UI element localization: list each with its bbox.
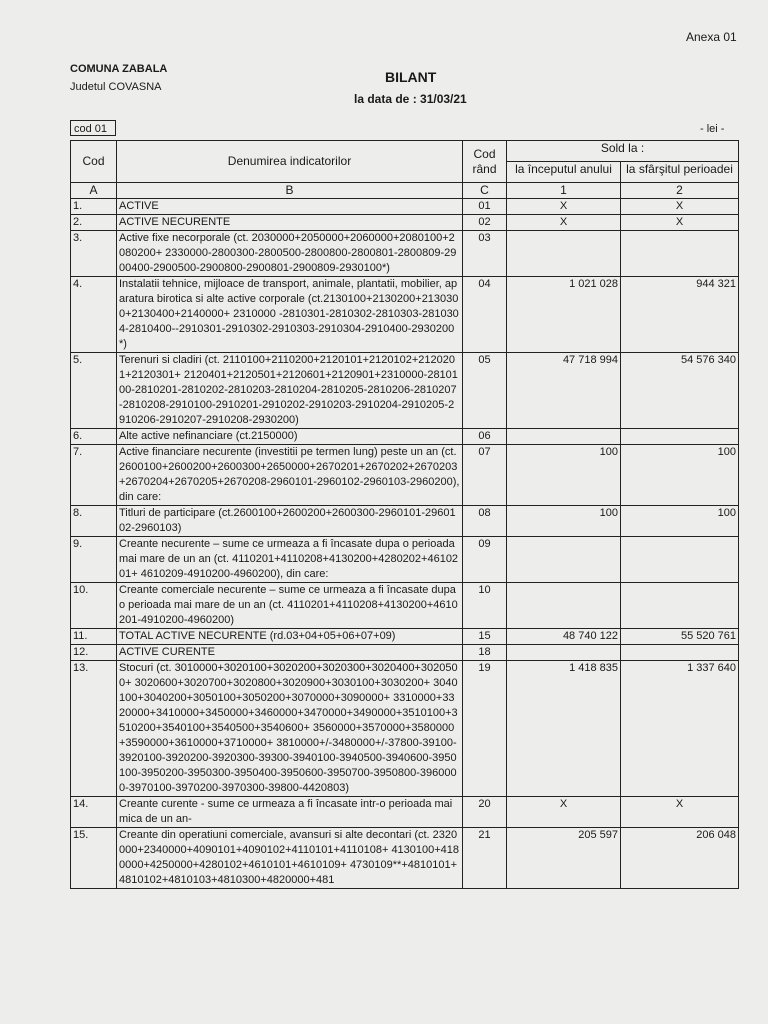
value-start-of-year: 100 <box>507 506 621 537</box>
row-code: 04 <box>463 277 507 353</box>
table-row <box>71 445 739 506</box>
indicator-name: Creante comerciale necurente – sume ce urmeaza a fi încasate dupa o perioada mai mare de un an (ct. 4110201+4110208+4130200+4610201-4910200-4960200) <box>117 583 463 629</box>
value-start-of-year: 100 <box>507 445 621 506</box>
value-start-of-year <box>507 583 621 629</box>
row-number: 9. <box>71 537 117 583</box>
row-code: 09 <box>463 537 507 583</box>
annex-label: Anexa 01 <box>686 30 737 44</box>
indicator-name: Instalatii tehnice, mijloace de transport, animale, plantatii, mobilier, aparatura birotica si alte active corporale (ct.2130100+2130200+2130300+2130400+2140000+ 2310000 -2810301-2810302-2810303-2810304-2810400--2910301-2910302-2910303-2910304-2910400-2930200*) <box>117 277 463 353</box>
value-end-of-period: 100 <box>621 506 739 537</box>
row-code: 19 <box>463 661 507 797</box>
table-row <box>71 828 739 889</box>
header-sold: Sold la : <box>507 141 739 162</box>
row-code: 10 <box>463 583 507 629</box>
row-number: 1. <box>71 199 117 215</box>
value-start-of-year <box>507 429 621 445</box>
row-number: 3. <box>71 231 117 277</box>
indicator-name: ACTIVE NECURENTE <box>117 215 463 231</box>
indicator-name: Creante necurente – sume ce urmeaza a fi încasate dupa o perioada mai mare de un an (ct. 4110201+4110208+4130200+4280202+4610201+ 4610209-4910200-4960200), din care: <box>117 537 463 583</box>
value-end-of-period: 55 520 761 <box>621 629 739 645</box>
indicator-name: Creante curente - sume ce urmeaza a fi încasate intr-o perioada mai mica de un an- <box>117 797 463 828</box>
table-row <box>71 277 739 353</box>
table-row <box>71 583 739 629</box>
row-code: 02 <box>463 215 507 231</box>
table-row <box>71 629 739 645</box>
table-row <box>71 429 739 445</box>
value-start-of-year <box>507 537 621 583</box>
table-row <box>71 506 739 537</box>
row-number: 4. <box>71 277 117 353</box>
value-end-of-period: 944 321 <box>621 277 739 353</box>
value-end-of-period: 206 048 <box>621 828 739 889</box>
header-cod: Cod <box>71 141 117 183</box>
indicator-name: Stocuri (ct. 3010000+3020100+3020200+3020300+3020400+3020500+ 3020600+3020700+3020800+3020900+3030100+3030200+ 3040100+3040200+3050100+3050200+3070000+3090000+ 3310000+3320000+3410000+3450000+3460000+3470000+3490000+3510100+3510200+3540100+3540500+3540600+ 3560000+3570000+3580000+3590000+3610000+3710000+ 3810000+/-3480000+/-37800-39100-3920100-3920200-3920300-39300-3940100-3940500-3940600-3950100-3950200-3950300-3950400-3950600-3950700-3950800-3960000-3970100-3970200-3970300-39800-4420803) <box>117 661 463 797</box>
row-number: 10. <box>71 583 117 629</box>
value-start-of-year: 1 021 028 <box>507 277 621 353</box>
value-end-of-period <box>621 537 739 583</box>
commune-name: COMUNA ZABALA <box>70 63 168 75</box>
value-start-of-year <box>507 645 621 661</box>
value-start-of-year: X <box>507 199 621 215</box>
balance-table <box>70 140 739 889</box>
currency-units: - lei - <box>700 123 725 135</box>
header-denumire: Denumirea indicatorilor <box>117 141 463 183</box>
row-code: 15 <box>463 629 507 645</box>
table-row <box>71 215 739 231</box>
indicator-name: Active financiare necurente (investitii pe termen lung) peste un an (ct.2600100+2600200+2600300+2650000+2670201+2670202+2670203+2670204+2670205+2670208-2960101-2960102-2960103-2960200), din care: <box>117 445 463 506</box>
value-end-of-period <box>621 583 739 629</box>
document-title: BILANT <box>385 69 437 85</box>
row-code: 18 <box>463 645 507 661</box>
letter-c: C <box>463 183 507 199</box>
row-number: 13. <box>71 661 117 797</box>
row-number: 5. <box>71 353 117 429</box>
value-end-of-period: X <box>621 797 739 828</box>
indicator-name: Titluri de participare (ct.2600100+2600200+2600300-2960101-2960102-2960103) <box>117 506 463 537</box>
row-number: 8. <box>71 506 117 537</box>
letter-2: 2 <box>621 183 739 199</box>
value-end-of-period: 100 <box>621 445 739 506</box>
value-start-of-year: 47 718 994 <box>507 353 621 429</box>
header-sfarsit: la sfârşitul perioadei <box>621 162 739 183</box>
value-start-of-year: X <box>507 215 621 231</box>
row-number: 14. <box>71 797 117 828</box>
value-start-of-year: 1 418 835 <box>507 661 621 797</box>
table-row <box>71 231 739 277</box>
letter-a: A <box>71 183 117 199</box>
indicator-name: Creante din operatiuni comerciale, avansuri si alte decontari (ct. 2320000+2340000+4090101+4090102+4110101+4110108+ 4130100+4180000+4250000+4280102+4610101+4610109+ 4730109**+4810101+4810102+4810103+4810300+4820000+481 <box>117 828 463 889</box>
indicator-name: Active fixe necorporale (ct. 2030000+2050000+2060000+2080100+2080200+ 2330000-2800300-2800500-2800800-2800801-2800809-2900400-2900500-2900800-2900801-2900809-2930100*) <box>117 231 463 277</box>
code-box: cod 01 <box>70 120 116 136</box>
row-number: 7. <box>71 445 117 506</box>
row-number: 15. <box>71 828 117 889</box>
header-inceput: la începutul anului <box>507 162 621 183</box>
indicator-name: ACTIVE <box>117 199 463 215</box>
value-start-of-year: 205 597 <box>507 828 621 889</box>
row-number: 6. <box>71 429 117 445</box>
value-end-of-period: X <box>621 215 739 231</box>
report-date: la data de : 31/03/21 <box>354 92 467 106</box>
table-row <box>71 661 739 797</box>
value-start-of-year: X <box>507 797 621 828</box>
header-cod-rand: Cod rând <box>463 141 507 183</box>
row-code: 06 <box>463 429 507 445</box>
value-start-of-year: 48 740 122 <box>507 629 621 645</box>
table-row <box>71 199 739 215</box>
indicator-name: ACTIVE CURENTE <box>117 645 463 661</box>
indicator-name: Terenuri si cladiri (ct. 2110100+2110200+2120101+2120102+2120201+2120301+ 2120401+2120501+2120601+2120901+2310000-2810100-2810201-2810202-2810203-2810204-2810205-2810206-2810207-2810208-2910100-2910201-2910202-2910203-2910204-2910205-2910206-2910207-2910208-2930200) <box>117 353 463 429</box>
table-row <box>71 537 739 583</box>
row-number: 12. <box>71 645 117 661</box>
row-number: 11. <box>71 629 117 645</box>
table-row <box>71 353 739 429</box>
indicator-name: Alte active nefinanciare (ct.2150000) <box>117 429 463 445</box>
indicator-name: TOTAL ACTIVE NECURENTE (rd.03+04+05+06+07+09) <box>117 629 463 645</box>
value-start-of-year <box>507 231 621 277</box>
row-code: 01 <box>463 199 507 215</box>
value-end-of-period: X <box>621 199 739 215</box>
value-end-of-period: 1 337 640 <box>621 661 739 797</box>
value-end-of-period <box>621 231 739 277</box>
value-end-of-period: 54 576 340 <box>621 353 739 429</box>
row-code: 03 <box>463 231 507 277</box>
county-name: Judetul COVASNA <box>70 81 162 93</box>
value-end-of-period <box>621 429 739 445</box>
table-row <box>71 797 739 828</box>
row-code: 05 <box>463 353 507 429</box>
row-code: 20 <box>463 797 507 828</box>
row-number: 2. <box>71 215 117 231</box>
table-row <box>71 645 739 661</box>
letter-1: 1 <box>507 183 621 199</box>
letter-b: B <box>117 183 463 199</box>
row-code: 21 <box>463 828 507 889</box>
row-code: 07 <box>463 445 507 506</box>
row-code: 08 <box>463 506 507 537</box>
value-end-of-period <box>621 645 739 661</box>
